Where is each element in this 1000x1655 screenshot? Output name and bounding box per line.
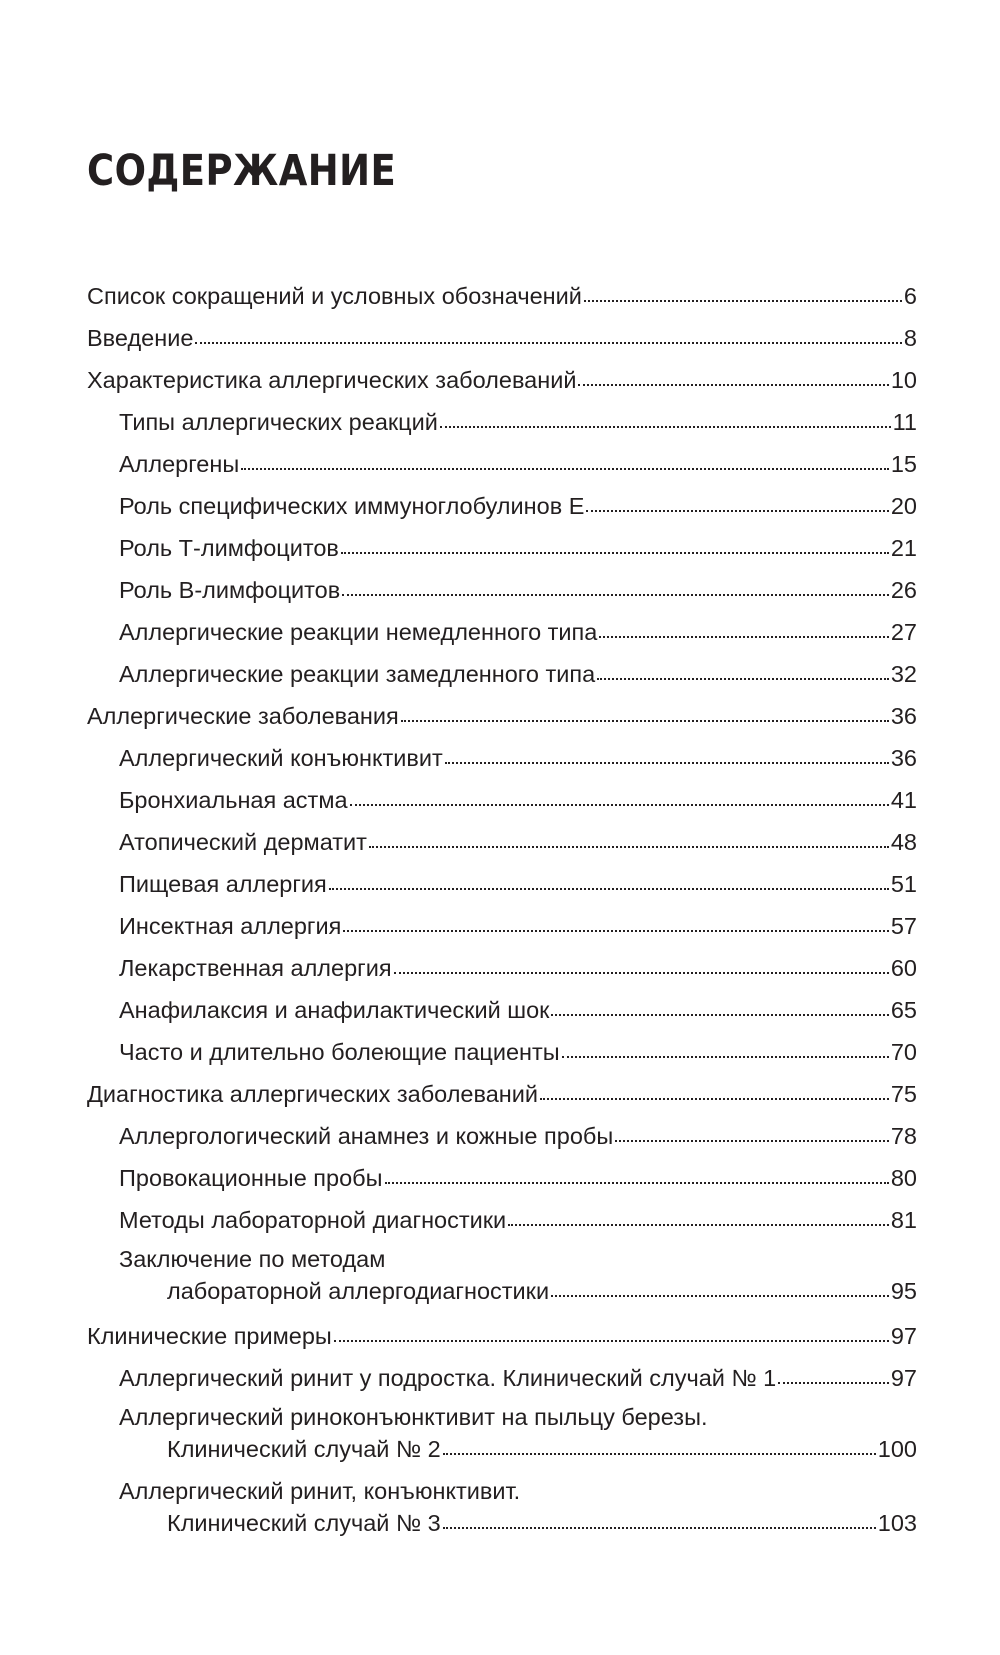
toc-entry-page: 21 [890, 535, 917, 561]
toc-entry-page: 26 [890, 577, 917, 603]
toc-entry-page: 95 [890, 1278, 917, 1304]
toc-entry-lab-methods[interactable] [87, 1199, 917, 1241]
toc-entry-page: 27 [890, 619, 917, 645]
toc-entry-page: 78 [890, 1123, 917, 1149]
toc-entry-title: Лекарственная аллергия [119, 947, 392, 989]
toc-entry-frequently-ill[interactable] [87, 1031, 917, 1073]
dot-leader [586, 510, 888, 512]
toc-entry-title: Аллергические реакции немедленного типа [119, 611, 597, 653]
toc-entry-title: Клинические примеры [87, 1315, 332, 1357]
toc-entry-page: 57 [890, 913, 917, 939]
toc-entry-introduction[interactable] [87, 317, 917, 359]
page-title: СОДЕРЖАНИЕ [87, 146, 397, 196]
toc-entry-title: Бронхиальная астма [119, 779, 348, 821]
toc-entry-title: Часто и длительно болеющие пациенты [119, 1031, 560, 1073]
toc-entry-conjunctivitis[interactable] [87, 737, 917, 779]
dot-leader [540, 1098, 889, 1100]
dot-leader [599, 636, 889, 638]
toc-entry-page: 36 [890, 703, 917, 729]
dot-leader [394, 972, 889, 974]
toc-entry-title: Методы лабораторной диагностики [119, 1199, 506, 1241]
dot-leader [584, 300, 902, 302]
dot-leader [195, 342, 902, 344]
toc-entry-insect-allergy[interactable] [87, 905, 917, 947]
toc-entry-page: 97 [890, 1365, 917, 1391]
dot-leader [615, 1140, 889, 1142]
dot-leader [342, 594, 889, 596]
toc-entry-reaction-types[interactable] [87, 401, 917, 443]
dot-leader [343, 930, 889, 932]
dot-leader [443, 1527, 876, 1529]
toc-entry-page: 10 [890, 367, 917, 393]
toc-entry-allergic-diseases[interactable] [87, 695, 917, 737]
toc-entry-page: 100 [877, 1436, 917, 1462]
toc-entry-title: Диагностика аллергических заболеваний [87, 1073, 538, 1115]
toc-entry-b-lymphocytes[interactable] [87, 569, 917, 611]
dot-leader [562, 1056, 889, 1058]
toc-entry-immediate-reactions[interactable] [87, 611, 917, 653]
toc-entry-page: 8 [903, 325, 917, 351]
toc-entry-title: Типы аллергических реакций [119, 401, 438, 443]
toc-entry-t-lymphocytes[interactable] [87, 527, 917, 569]
dot-leader [350, 804, 889, 806]
toc-entry-title: Аллергические заболевания [87, 695, 399, 737]
dot-leader [578, 384, 888, 386]
toc-entry-delayed-reactions[interactable] [87, 653, 917, 695]
toc-entry-case-2[interactable] [87, 1399, 917, 1473]
toc-entry-ige-role[interactable] [87, 485, 917, 527]
toc-entry-page: 20 [890, 493, 917, 519]
toc-entry-title: Список сокращений и условных обозначений [87, 275, 582, 317]
toc-entry-title: Инсектная аллергия [119, 905, 341, 947]
toc-entry-page: 81 [890, 1207, 917, 1233]
toc-entry-page: 75 [890, 1081, 917, 1107]
dot-leader [241, 468, 889, 470]
toc-entry-food-allergy[interactable] [87, 863, 917, 905]
dot-leader [401, 720, 889, 722]
toc-entry-page: 32 [890, 661, 917, 687]
dot-leader [385, 1182, 889, 1184]
toc-entry-characteristics[interactable] [87, 359, 917, 401]
toc-entry-title: Роль специфических иммуноглобулинов Е [119, 485, 584, 527]
toc-entry-title: Характеристика аллергических заболеваний [87, 359, 576, 401]
toc-entry-title: Роль Т-лимфоцитов [119, 527, 339, 569]
toc-entry-page: 6 [903, 283, 917, 309]
toc-entry-drug-allergy[interactable] [87, 947, 917, 989]
dot-leader [551, 1295, 889, 1297]
toc-entry-title-line1: Аллергический ринит, конъюнктивит. [119, 1478, 521, 1504]
toc-entry-title: Аллергический конъюнктивит [119, 737, 443, 779]
dot-leader [440, 426, 891, 428]
toc-entry-page: 41 [890, 787, 917, 813]
toc-entry-page: 15 [890, 451, 917, 477]
toc-entry-anaphylaxis[interactable] [87, 989, 917, 1031]
toc-entry-clinical-examples[interactable] [87, 1315, 917, 1357]
dot-leader [341, 552, 889, 554]
toc-entry-title-line1: Аллергический риноконъюнктивит на пыльцу березы. [119, 1404, 708, 1430]
dot-leader [778, 1382, 889, 1384]
toc-entry-title-line2: лабораторной аллергодиагностики [167, 1275, 549, 1307]
dot-leader [445, 762, 889, 764]
toc-entry-title: Анафилаксия и анафилактический шок [119, 989, 549, 1031]
toc-entry-page: 70 [890, 1039, 917, 1065]
toc-entry-page: 80 [890, 1165, 917, 1191]
dot-leader [369, 846, 889, 848]
toc-entry-title: Роль В-лимфоцитов [119, 569, 340, 611]
dot-leader [443, 1453, 876, 1455]
toc-entry-title: Атопический дерматит [119, 821, 367, 863]
toc-entry-title: Аллергические реакции замедленного типа [119, 653, 595, 695]
toc-entry-diagnostics[interactable] [87, 1073, 917, 1115]
dot-leader [329, 888, 889, 890]
toc-entry-case-1[interactable] [87, 1357, 917, 1399]
toc-entry-title: Пищевая аллергия [119, 863, 327, 905]
toc-entry-page: 11 [892, 409, 917, 435]
toc-entry-title-line1: Заключение по методам [119, 1246, 386, 1272]
dot-leader [334, 1340, 889, 1342]
toc-entry-allergens[interactable] [87, 443, 917, 485]
toc-entry-abbreviations[interactable] [87, 275, 917, 317]
toc-entry-page: 65 [890, 997, 917, 1023]
toc-entry-title-line2: Клинический случай № 2 [167, 1433, 441, 1465]
toc-entry-page: 97 [890, 1323, 917, 1349]
toc-entry-case-3[interactable] [87, 1473, 917, 1547]
dot-leader [508, 1224, 889, 1226]
toc-entry-title-line2: Клинический случай № 3 [167, 1507, 441, 1539]
toc-entry-title: Провокационные пробы [119, 1157, 383, 1199]
toc-entry-lab-conclusion[interactable] [87, 1241, 917, 1315]
toc-entry-page: 103 [877, 1510, 917, 1536]
toc-entry-asthma[interactable] [87, 779, 917, 821]
toc-entry-page: 36 [890, 745, 917, 771]
toc-entry-provocation-tests[interactable] [87, 1157, 917, 1199]
toc-entry-page: 60 [890, 955, 917, 981]
toc-entry-title: Аллергический ринит у подростка. Клинический случай № 1 [119, 1357, 776, 1399]
toc-entry-atopic-dermatitis[interactable] [87, 821, 917, 863]
toc-entry-title: Введение [87, 317, 193, 359]
toc-entry-page: 51 [890, 871, 917, 897]
toc-entry-title: Аллергологический анамнез и кожные пробы [119, 1115, 613, 1157]
table-of-contents [87, 275, 917, 1547]
toc-entry-page: 48 [890, 829, 917, 855]
dot-leader [551, 1014, 888, 1016]
toc-entry-anamnesis[interactable] [87, 1115, 917, 1157]
toc-entry-title: Аллергены [119, 443, 239, 485]
dot-leader [597, 678, 889, 680]
